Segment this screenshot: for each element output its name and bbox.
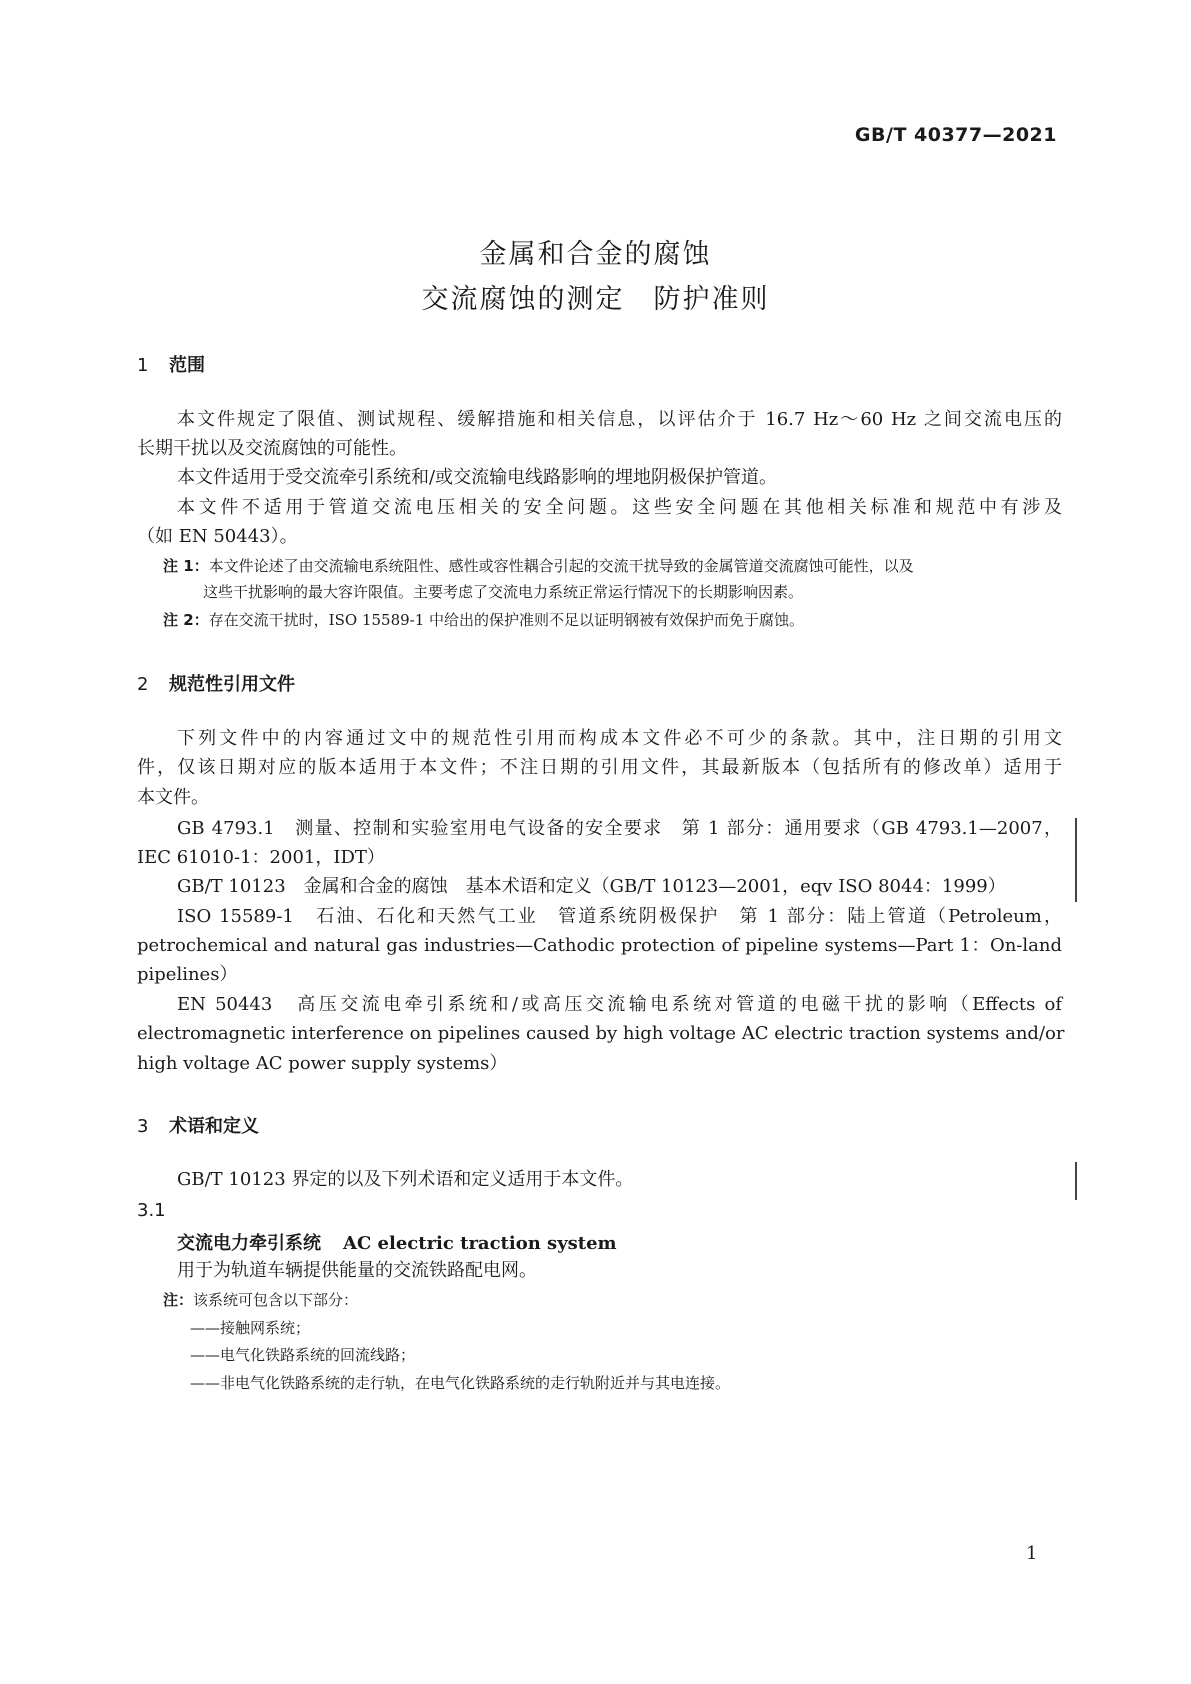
term-heading (177, 1229, 617, 1255)
note-label: 注 1： (163, 557, 209, 575)
term-definition: 用于为轨道车辆提供能量的交流铁路配电网。 (177, 1260, 537, 1281)
section-2-heading (137, 670, 295, 696)
reference-gb4793-cont: IEC 61010-1：2001，IDT） (137, 847, 385, 868)
reference-iso15589: ISO 15589-1 石油、石化和天然气工业 管道系统阴极保护 第 1 部分：陆上管道（Petroleum， (177, 906, 1062, 927)
list-item: ——电气化铁路系统的回流线路； (190, 1346, 416, 1364)
term-english: AC electric traction system (343, 1233, 617, 1254)
section-number: 3 (137, 1116, 149, 1137)
note-text: 本文件论述了由交流输电系统阻性、感性或容性耦合引起的交流干扰导致的金属管道交流腐蚀可能性，以及 (208, 557, 914, 575)
s1-paragraph-3: 本文件不适用于管道交流电压相关的安全问题。这些安全问题在其他相关标准和规范中有涉及 (177, 497, 1062, 518)
list-item: ——接触网系统； (190, 1319, 311, 1337)
s1-paragraph-1-cont: 长期干扰以及交流腐蚀的可能性。 (137, 438, 407, 459)
section-number: 2 (137, 674, 149, 695)
section-1-heading (137, 351, 205, 377)
term-note (163, 1290, 358, 1310)
reference-en50443-cont-1: electromagnetic interference on pipelines caused by high voltage AC electric traction systems and/or (137, 1023, 1065, 1044)
reference-gbt10123: GB/T 10123 金属和合金的腐蚀 基本术语和定义（GB/T 10123—2001，eqv ISO 8044：1999） (177, 876, 1006, 897)
note-label: 注 2： (163, 611, 209, 629)
section-title: 术语和定义 (169, 1116, 259, 1137)
note-1-cont: 这些干扰影响的最大容许限值。主要考虑了交流电力系统正常运行情况下的长期影响因素。 (203, 583, 804, 601)
s2-intro-cont-2: 本文件。 (137, 787, 209, 808)
revision-bar (1075, 818, 1077, 902)
section-number: 1 (137, 355, 149, 376)
note-label: 注： (163, 1291, 194, 1309)
note-2 (163, 610, 804, 630)
s2-intro-cont-1: 件，仅该日期对应的版本适用于本文件；不注日期的引用文件，其最新版本（包括所有的修改单）适用于 (137, 757, 1062, 778)
note-text: 存在交流干扰时，ISO 15589-1 中给出的保护准则不足以证明钢被有效保护而免于腐蚀。 (208, 611, 805, 629)
doc-title-line1: 金属和合金的腐蚀 (479, 239, 712, 270)
s3-intro: GB/T 10123 界定的以及下列术语和定义适用于本文件。 (177, 1169, 634, 1190)
section-title: 范围 (169, 355, 205, 376)
reference-iso15589-cont-1: petrochemical and natural gas industries—Cathodic protection of pipeline systems—Part 1：On-land (137, 935, 1062, 956)
revision-bar (1075, 1162, 1077, 1200)
standard-number: GB/T 40377—2021 (854, 124, 1057, 146)
list-item: ——非电气化铁路系统的走行轨，在电气化铁路系统的走行轨附近并与其电连接。 (190, 1374, 731, 1392)
note-text: 该系统可包含以下部分： (193, 1291, 359, 1309)
page-number: 1 (1026, 1543, 1038, 1564)
subclause-number: 3.1 (137, 1200, 166, 1221)
section-title: 规范性引用文件 (169, 674, 295, 695)
s1-paragraph-3-cont: （如 EN 50443）。 (137, 526, 298, 547)
s1-paragraph-2: 本文件适用于受交流牵引系统和/或交流输电线路影响的埋地阴极保护管道。 (177, 467, 778, 488)
reference-en50443: EN 50443 高压交流电牵引系统和/或高压交流输电系统对管道的电磁干扰的影响（Effects of (177, 994, 1062, 1015)
doc-title-line2: 交流腐蚀的测定 防护准则 (421, 284, 770, 315)
s1-paragraph-1: 本文件规定了限值、测试规程、缓解措施和相关信息，以评估介于 16.7 Hz～60 Hz 之间交流电压的 (177, 409, 1062, 430)
term-chinese: 交流电力牵引系统 (177, 1233, 321, 1254)
s2-intro: 下列文件中的内容通过文中的规范性引用而构成本文件必不可少的条款。其中，注日期的引用文 (177, 728, 1062, 749)
reference-gb4793: GB 4793.1 测量、控制和实验室用电气设备的安全要求 第 1 部分：通用要求（GB 4793.1—2007， (177, 818, 1062, 839)
section-3-heading (137, 1112, 259, 1138)
note-1 (163, 556, 914, 576)
reference-iso15589-cont-2: pipelines） (137, 964, 238, 985)
reference-en50443-cont-2: high voltage AC power supply systems） (137, 1053, 508, 1074)
